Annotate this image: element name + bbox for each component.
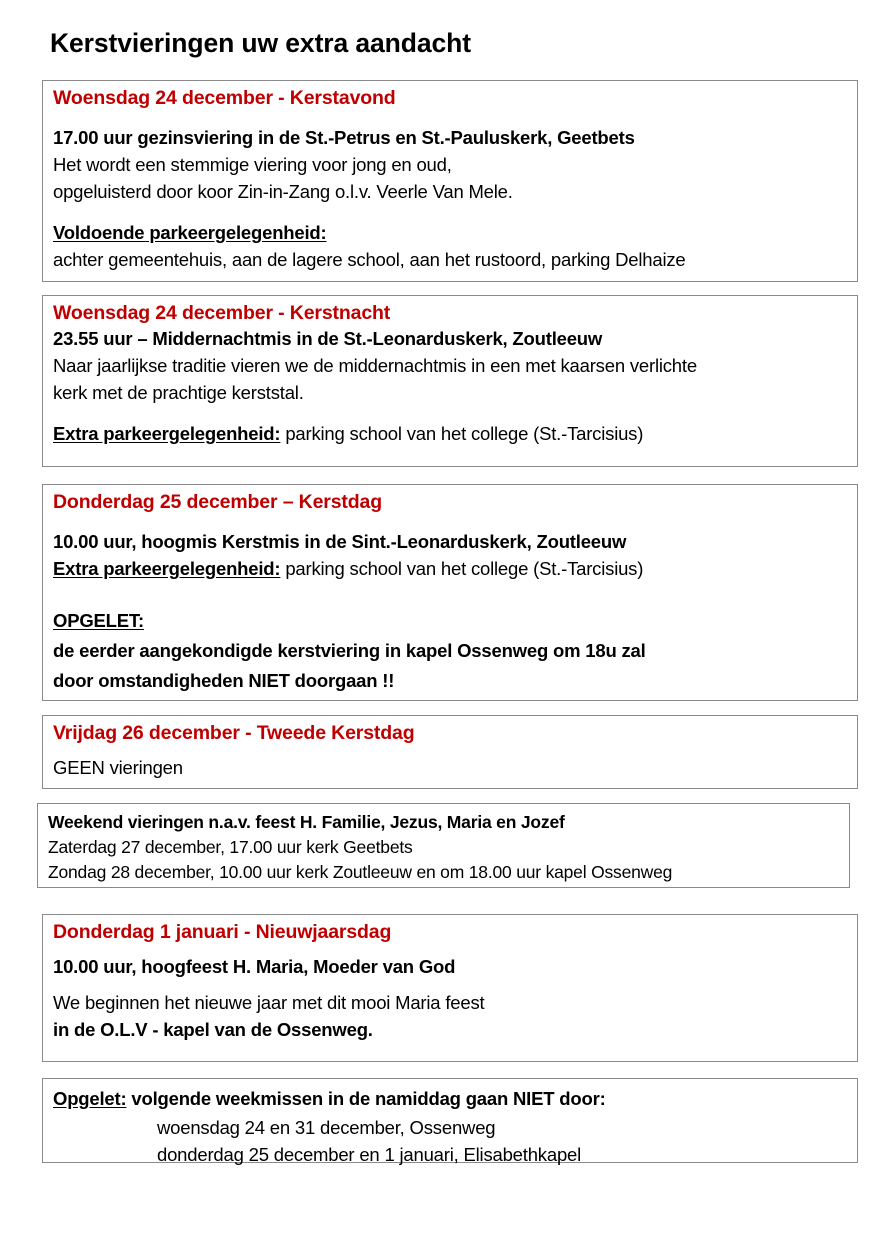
spacer (53, 584, 848, 606)
kerstnacht-line3: kerk met de prachtige kerststal. (53, 382, 304, 403)
opgelet-line2: donderdag 25 december en 1 januari, Elisabethkapel (157, 1144, 582, 1165)
kerstavond-line3: opgeluisterd door koor Zin-in-Zang o.l.v. Veerle Van Mele. (53, 181, 513, 202)
section-nieuwjaarsdag (42, 914, 858, 1062)
nieuwjaar-line1: 10.00 uur, hoogfeest H. Maria, Moeder van God (53, 956, 456, 977)
kerstdag-parking-label: Extra parkeergelegenheid: (53, 558, 281, 579)
spacer (53, 205, 848, 219)
opgelet-label: Opgelet: (53, 1088, 127, 1109)
kerstdag-parking-row (53, 555, 848, 584)
weekend-line2: Zondag 28 december, 10.00 uur kerk Zoutleeuw en om 18.00 uur kapel Ossenweg (48, 862, 673, 882)
section-kerstnacht (42, 295, 858, 467)
weekend-line1: Zaterdag 27 december, 17.00 uur kerk Geetbets (48, 837, 413, 857)
kerstnacht-heading: Woensdag 24 december - Kerstnacht (53, 302, 391, 324)
kerstavond-line2: Het wordt een stemmige viering voor jong en oud, (53, 154, 452, 175)
kerstavond-parking-text: achter gemeentehuis, aan de lagere school, aan het rustoord, parking Delhaize (53, 249, 686, 270)
nieuwjaar-line2: We beginnen het nieuwe jaar met dit mooi Maria feest (53, 992, 485, 1013)
section-kerstavond (42, 80, 858, 282)
opgelet-heading-rest: volgende weekmissen in de namiddag gaan NIET door: (126, 1088, 606, 1109)
spacer (53, 745, 848, 754)
section-weekend-vieringen (37, 803, 850, 888)
spacer (53, 514, 848, 528)
spacer (53, 980, 848, 989)
tweede-kerstdag-line1: GEEN vieringen (53, 757, 183, 778)
tweede-kerstdag-heading: Vrijdag 26 december - Tweede Kerstdag (53, 722, 415, 744)
section-opgelet-weekmissen (42, 1078, 858, 1163)
kerstavond-parking-label: Voldoende parkeergelegenheid: (53, 222, 327, 243)
kerstdag-warning-line1: de eerder aangekondigde kerstviering in kapel Ossenweg om 18u zal (53, 640, 646, 661)
spacer (53, 110, 848, 124)
section-kerstdag (42, 484, 858, 701)
kerstdag-warning-line2: door omstandigheden NIET doorgaan !! (53, 670, 395, 691)
spacer (53, 944, 848, 953)
kerstnacht-line2: Naar jaarlijkse traditie vieren we de middernachtmis in een met kaarsen verlichte (53, 355, 697, 376)
kerstavond-line1: 17.00 uur gezinsviering in de St.-Petrus en St.-Pauluskerk, Geetbets (53, 127, 635, 148)
opgelet-heading-row (53, 1085, 848, 1114)
kerstnacht-parking-row (53, 420, 848, 449)
opgelet-line1: woensdag 24 en 31 december, Ossenweg (157, 1117, 496, 1138)
kerstdag-parking-text: parking school van het college (St.-Tarcisius) (280, 558, 644, 579)
kerstnacht-parking-text: parking school van het college (St.-Tarcisius) (280, 423, 644, 444)
section-tweede-kerstdag (42, 715, 858, 789)
weekend-heading: Weekend vieringen n.a.v. feest H. Familie, Jezus, Maria en Jozef (48, 812, 565, 832)
kerstnacht-line1: 23.55 uur – Middernachtmis in de St.-Leonarduskerk, Zoutleeuw (53, 328, 603, 349)
kerstdag-heading: Donderdag 25 december – Kerstdag (53, 491, 382, 513)
kerstavond-heading: Woensdag 24 december - Kerstavond (53, 87, 396, 109)
nieuwjaar-line3: in de O.L.V - kapel van de Ossenweg. (53, 1019, 373, 1040)
page-title: Kerstvieringen uw extra aandacht (50, 28, 471, 58)
kerstdag-line1: 10.00 uur, hoogmis Kerstmis in de Sint.-Leonarduskerk, Zoutleeuw (53, 531, 627, 552)
kerstdag-warning-label: OPGELET: (53, 610, 144, 631)
kerstnacht-parking-label: Extra parkeergelegenheid: (53, 423, 281, 444)
spacer (53, 406, 848, 420)
nieuwjaar-heading: Donderdag 1 januari - Nieuwjaarsdag (53, 921, 392, 943)
